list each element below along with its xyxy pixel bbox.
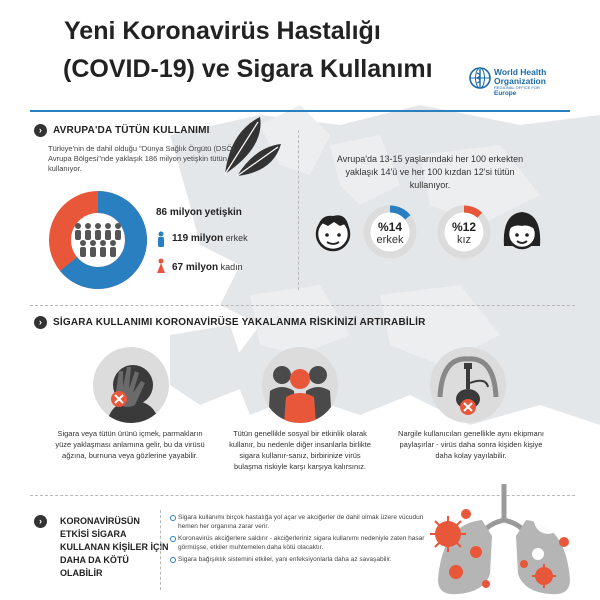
who-logo <box>468 64 578 98</box>
girls-pct-label <box>436 220 492 246</box>
worse-effects-heading-text: KORONAVİRÜSÜN ETKİSİ SİGARA KULLANAN KİŞİLER İÇİN DAHA DA KÖTÜ OLABİLİR <box>60 516 169 578</box>
section-heading-risk-text: SİGARA KULLANIMI KORONAVİRÜSE YAKALANMA RİSKİNİZİ ARTIRABİLİR <box>53 317 426 328</box>
risk-caption-1: Sigara veya tütün ürünü içmek, parmakların yüze yaklaşması anlamına gelir, bu da virüsü ağzına, burnuna veya gözlerine yayabilir. <box>55 429 205 460</box>
lungs-virus-icon <box>428 480 588 598</box>
worse-effects-list <box>170 513 435 567</box>
title-line-2: (COVID-19) ve Sigara Kullanımı <box>63 55 433 83</box>
title-divider <box>30 110 570 112</box>
stat-women-value: 67 milyon <box>172 262 219 273</box>
stat-men-label: erkek <box>225 233 248 243</box>
girls-pct-value: %12 <box>451 220 477 234</box>
boys-pct-label <box>362 220 418 246</box>
risk-caption-3: Nargile kullanıcıları genellikle aynı ekipmanı paylaşırlar - virüs daha sonra kişiden kişiye daha kolay yayılabilir. <box>398 429 544 460</box>
europe-intro-text: Türkiye'nin de dahil olduğu "Dünya Sağlık Örgütü (DSÖ) Avrupa Bölgesi"nde yaklaşık 186 milyon yetişkin tütün kullanıyor. <box>48 144 235 173</box>
who-emblem-icon <box>468 66 492 90</box>
section-divider-vertical <box>298 130 299 290</box>
social-group-icon <box>262 347 338 423</box>
hand-to-face-icon <box>93 347 169 423</box>
teen-stat-text: Avrupa'da 13-15 yaşlarındaki her 100 erkekten yaklaşık 14'ü ve her 100 kızdan 12'si tütün kullanıyor. <box>336 154 524 190</box>
chevron-right-icon: › <box>34 124 47 137</box>
girl-face-icon <box>500 206 544 256</box>
section-divider-vertical <box>160 510 161 590</box>
worse-effects-heading <box>39 515 170 580</box>
stat-women-label: kadın <box>220 262 243 272</box>
title-line-1: Yeni Koronavirüs Hastalığı <box>64 17 381 45</box>
list-item: Koronavirüs akciğerlere saldırır - akciğerleriniz sigara kullanımı nedeniyle zaten hasar görmüşse, etkiler muhtemelen daha kötü olacaktır. <box>170 534 435 552</box>
stat-adults-value: 86 milyon <box>156 207 203 218</box>
boy-face-icon <box>312 208 354 256</box>
chevron-right-icon: › <box>34 316 47 329</box>
section-divider <box>30 305 575 306</box>
girls-pct-text: kız <box>456 234 472 246</box>
stat-adults-label: yetişkin <box>204 207 242 218</box>
list-item: Sigara bağışıklık sistemini etkiler, yani enfeksiyonlarla daha az savaşabilir. <box>170 555 435 564</box>
stat-women <box>172 262 243 273</box>
chevron-right-icon: › <box>34 515 47 528</box>
who-name-line2: Organization <box>494 75 546 86</box>
stat-adults <box>156 207 242 218</box>
people-group-icon <box>70 220 126 260</box>
female-person-icon <box>156 258 166 274</box>
who-sub: REGIONAL OFFICE FOR <box>494 85 540 90</box>
who-region: Europe <box>494 90 517 97</box>
hookah-icon <box>430 347 506 423</box>
list-item: Sigara kullanımı birçok hastalığa yol açar ve akciğerler de dahil olmak üzere vücudun hemen her organına zarar verir. <box>170 513 435 531</box>
risk-caption-2: Tütün genellikle sosyal bir etkinlik olarak kullanır, bu nedenle diğer insanlarla birlikte sigara kullanır-sanız, birbirinize virüs bulaşma riskiyle karşı karşıya kalırsınız. <box>229 429 371 471</box>
section-heading-risk <box>34 316 426 329</box>
boys-pct-text: erkek <box>376 234 404 246</box>
who-name-line1: World Health <box>494 67 547 77</box>
stat-men <box>172 233 248 244</box>
stat-men-value: 119 milyon <box>172 233 224 244</box>
boys-pct-value: %14 <box>377 220 403 234</box>
section-heading-europe <box>34 124 210 137</box>
section-heading-europe-text: AVRUPA'DA TÜTÜN KULLANIMI <box>53 125 210 136</box>
male-person-icon <box>156 231 166 247</box>
